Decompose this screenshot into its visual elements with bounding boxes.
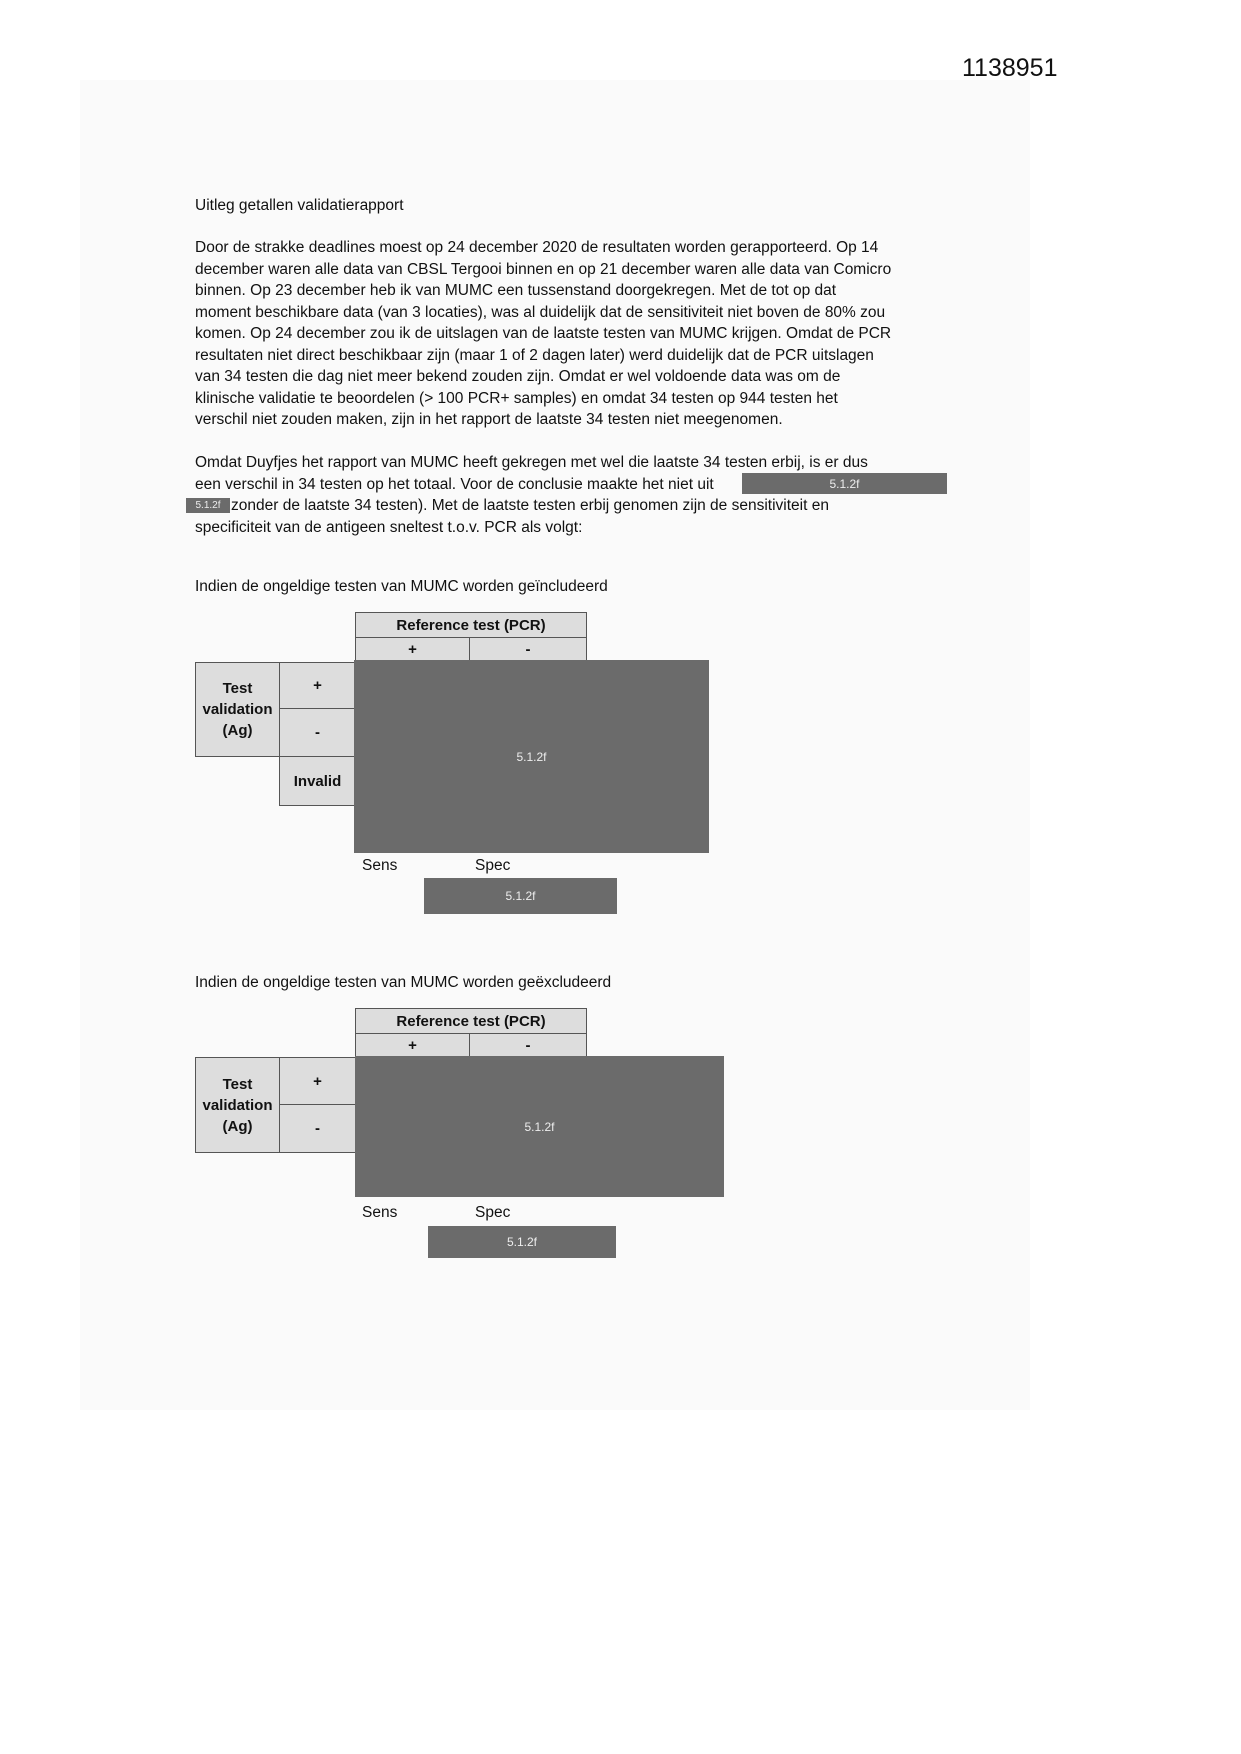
paragraph-2	[195, 452, 925, 538]
sens-label: Sens	[362, 1204, 398, 1221]
redaction-box: 5.1.2f	[186, 498, 230, 513]
redaction-box: 5.1.2f	[354, 660, 709, 853]
pcr-minus-header: -	[469, 637, 587, 661]
redaction-box: 5.1.2f	[424, 878, 617, 914]
text-line: klinische validatie te beoordelen (> 100 PCR+ samples) en omdat 34 testen op 944 testen het	[195, 389, 838, 407]
invalid-row: Invalid	[279, 756, 356, 806]
test-validation-header: Test validation (Ag)	[195, 662, 280, 757]
text-line: van 34 testen die dag niet meer bekend zouden zijn. Omdat er wel voldoende data was om de	[195, 368, 841, 385]
text-line: een verschil in 34 testen op het totaal. Voor de conclusie maakte het niet uit	[195, 475, 714, 493]
pcr-plus-header: +	[355, 637, 470, 661]
text-line: binnen. Op 23 december heb ik van MUMC een tussenstand doorgekregen. Met de tot op dat	[195, 282, 837, 299]
text-line: komen. Op 24 december zou ik de uitslagen van de laatste testen van MUMC krijgen. Omdat de PCR	[195, 325, 892, 342]
ag-minus-row: -	[279, 708, 356, 757]
document-number: 1138951	[962, 54, 1058, 82]
text-line: moment beschikbare data (van 3 locaties), was al duidelijk dat de sensitiviteit niet boven de 80% zou	[195, 303, 886, 321]
text-line: Omdat Duyfjes het rapport van MUMC heeft gekregen met wel die laatste 34 testen erbij, is er dus	[195, 454, 868, 471]
redaction-box: 5.1.2f	[742, 473, 947, 494]
section-1-heading: Indien de ongeldige testen van MUMC worden geïncludeerd	[195, 578, 608, 595]
reference-test-header: Reference test (PCR)	[355, 1008, 587, 1034]
text-line: specificiteit van de antigeen sneltest t.o.v. PCR als volgt:	[195, 518, 583, 536]
text-line: zonder de laatste 34 testen). Met de laatste testen erbij genomen zijn de sensitiviteit en	[231, 497, 829, 514]
sens-label: Sens	[362, 857, 398, 874]
redaction-box: 5.1.2f	[355, 1056, 724, 1197]
test-validation-header: Test validation (Ag)	[195, 1057, 280, 1153]
text-line: resultaten niet direct beschikbaar zijn (maar 1 of 2 dagen later) werd duidelijk dat de PCR uitslagen	[195, 346, 874, 364]
ag-plus-row: +	[279, 1057, 356, 1105]
redaction-box: 5.1.2f	[428, 1226, 616, 1258]
text-line: verschil niet zouden maken, zijn in het rapport de laatste 34 testen niet meegenomen.	[195, 411, 783, 428]
ag-minus-row: -	[279, 1104, 356, 1153]
spec-label: Spec	[475, 1204, 511, 1221]
text-line: december waren alle data van CBSL Tergooi binnen en op 21 december waren alle data van Comicro	[195, 260, 892, 278]
pcr-plus-header: +	[355, 1033, 470, 1057]
paragraph-1	[195, 237, 925, 431]
pcr-minus-header: -	[469, 1033, 587, 1057]
text-line: Door de strakke deadlines moest op 24 december 2020 de resultaten worden gerapporteerd. Op 14	[195, 239, 879, 256]
document-title: Uitleg getallen validatierapport	[195, 197, 404, 214]
ag-plus-row: +	[279, 662, 356, 709]
spec-label: Spec	[475, 857, 511, 874]
reference-test-header: Reference test (PCR)	[355, 612, 587, 638]
section-2-heading: Indien de ongeldige testen van MUMC worden geëxcludeerd	[195, 974, 612, 991]
